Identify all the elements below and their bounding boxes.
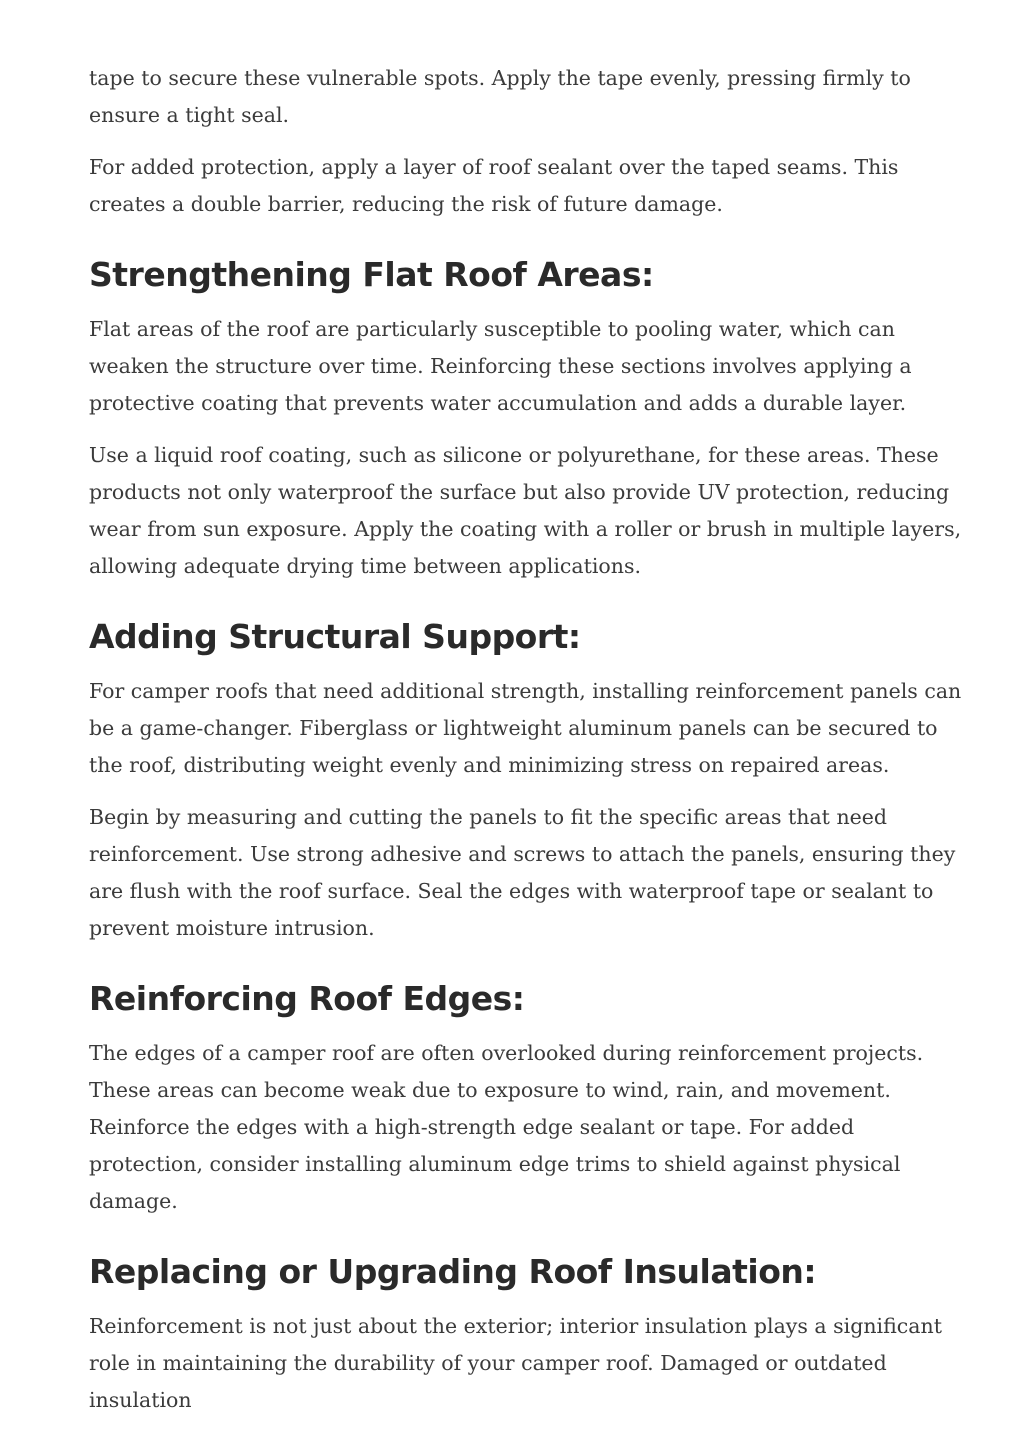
heading-roof-edges: Reinforcing Roof Edges:: [89, 979, 525, 1018]
paragraph-roof-edges: The edges of a camper roof are often overlooked during reinforcement projects. These areas can become weak due to exposure to wind, rain, and movement. Reinforce the edges with a high-strength edge sealant or tape. For added protection, consider installing aluminum edge trims to shield against physical damage.: [89, 1041, 924, 1213]
heading-roof-insulation: Replacing or Upgrading Roof Insulation:: [89, 1252, 817, 1291]
paragraph-taping: tape to secure these vulnerable spots. Apply the tape evenly, pressing firmly to ensure a tight seal.: [89, 66, 911, 127]
heading-flat-roof-areas: Strengthening Flat Roof Areas:: [89, 255, 654, 294]
paragraph-sealant: For added protection, apply a layer of roof sealant over the taped seams. This creates a double barrier, reducing the risk of future damage.: [89, 155, 899, 216]
paragraph-measuring-panels: Begin by measuring and cutting the panels to fit the specific areas that need reinforcement. Use strong adhesive and screws to attach the panels, ensuring they are flush with the roof surface. Seal the edges with waterproof tape or sealant to prevent moisture intrusion.: [89, 805, 956, 940]
paragraph-liquid-coating: Use a liquid roof coating, such as silicone or polyurethane, for these areas. These products not only waterproof the surface but also provide UV protection, reducing wear from sun exposure. Apply the coating with a roller or brush in multiple layers, allowing adequate drying time between applications.: [89, 443, 962, 578]
article-body: [89, 60, 965, 1434]
paragraph-insulation: Reinforcement is not just about the exterior; interior insulation plays a significant role in maintaining the durability of your camper roof. Damaged or outdated insulation: [89, 1314, 942, 1412]
paragraph-reinforcement-panels: For camper roofs that need additional strength, installing reinforcement panels can be a game-changer. Fiberglass or lightweight aluminum panels can be secured to the roof, distributing weight evenly and minimizing stress on repaired areas.: [89, 679, 962, 777]
paragraph-flat-areas: Flat areas of the roof are particularly susceptible to pooling water, which can weaken the structure over time. Reinforcing these sections involves applying a protective coating that prevents water accumulation and adds a durable layer.: [89, 317, 912, 415]
heading-structural-support: Adding Structural Support:: [89, 617, 581, 656]
